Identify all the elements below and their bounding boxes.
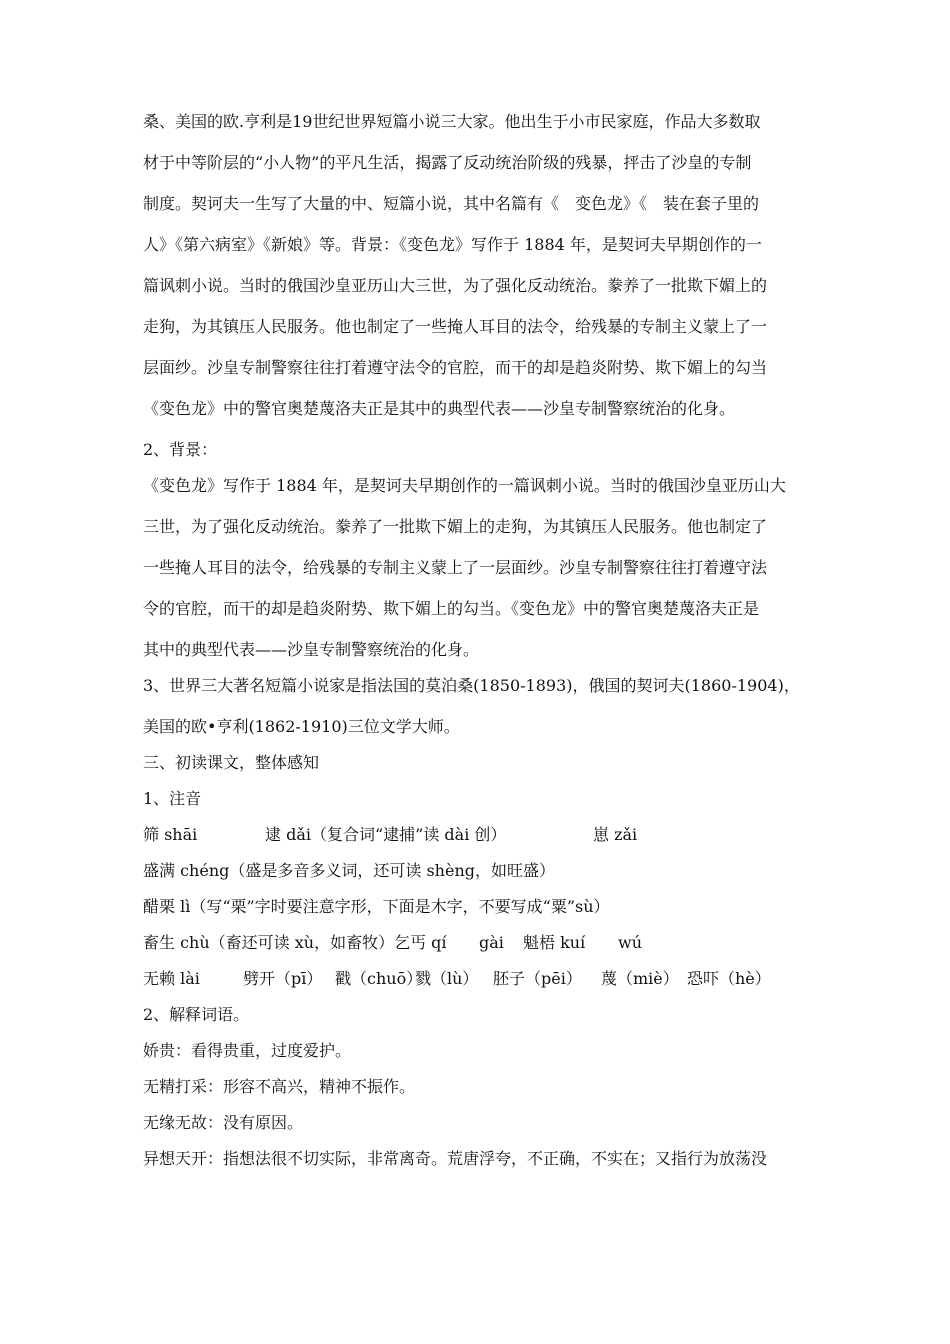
- text-line: 令的官腔，而干的却是趋炎附势、欺下媚上的勾当。《变色龙》中的警官奥楚蔑洛夫正是: [143, 599, 760, 618]
- vocab-line: 无缘无故：没有原因。: [143, 1113, 304, 1132]
- phonetic-entry: 逮 dǎi（复合词“逮捕”读 dài 创）: [265, 825, 507, 844]
- vocab-line: 异想天开：指想法很不切实际，非常离奇。荒唐浮夸，不正确，不实在；又指行为放荡没: [143, 1149, 768, 1168]
- phonetic-heading: 1、注音: [143, 789, 202, 808]
- text-line: 层面纱。沙皇专制警察往往打着遵守法令的官腔，而干的却是趋炎附势、欺下媚上的勾当: [143, 358, 768, 377]
- text-line: 《变色龙》中的警官奥楚蔑洛夫正是其中的典型代表——沙皇专制警察统治的化身。: [143, 399, 736, 418]
- intro-paragraph: [143, 112, 810, 419]
- phonetic-entry: 戳（chuō）: [335, 969, 423, 988]
- phonetic-line: 盛满 chéng（盛是多音多义词，还可读 shèng，如旺盛）: [143, 861, 555, 880]
- phonetic-row: [143, 825, 810, 845]
- text-line: 三世，为了强化反动统治。豢养了一批欺下媚上的走狗，为其镇压人民服务。他也制定了: [143, 517, 768, 536]
- phonetic-entry: 崽 zǎi: [593, 825, 638, 844]
- phonetic-line: 醋栗 lì（写“栗”字时要注意字形，下面是木字，不要写成“粟”sù）: [143, 897, 610, 916]
- background-paragraph: [143, 476, 810, 660]
- reading-section: [143, 753, 810, 1169]
- text-line: 《变色龙》写作于 1884 年，是契诃夫早期创作的一篇讽刺小说。当时的俄国沙皇亚历山大: [143, 476, 786, 495]
- text-line: 制度。契诃夫一生写了大量的中、短篇小说，其中名篇有《 变色龙》《 装在套子里的: [143, 194, 760, 213]
- phonetic-entry: 魁梧 kuí: [523, 933, 586, 952]
- text-line: 篇讽刺小说。当时的俄国沙皇亚历山大三世，为了强化反动统治。豢养了一批欺下媚上的: [143, 276, 768, 295]
- phonetic-row: [143, 933, 810, 953]
- text-line: 3、世界三大著名短篇小说家是指法国的莫泊桑(1850-1893)，俄国的契诃夫(1860-1904)，: [143, 676, 800, 695]
- phonetic-entry: 蔑（miè）: [601, 969, 679, 988]
- phonetic-entry: 筛 shāi: [143, 825, 198, 844]
- phonetic-entry: wú: [618, 933, 642, 952]
- text-line: 桑、美国的欧.亨利是19世纪世界短篇小说三大家。他出生于小市民家庭，作品大多数取: [143, 112, 761, 131]
- phonetic-row: [143, 969, 810, 989]
- text-line: 材于中等阶层的“小人物”的平凡生活，揭露了反动统治阶级的残暴，抨击了沙皇的专制: [143, 153, 752, 172]
- vocab-line: 无精打采：形容不高兴，精神不振作。: [143, 1077, 416, 1096]
- text-line: 一些掩人耳目的法令，给残暴的专制主义蒙上了一层面纱。沙皇专制警察往往打着遵守法: [143, 558, 768, 577]
- phonetic-entry: 胚子（pēi）: [493, 969, 582, 988]
- vocab-heading: 2、解释词语。: [143, 1005, 250, 1024]
- phonetic-entry: 恐吓（hè）: [687, 969, 771, 988]
- text-line: 其中的典型代表——沙皇专制警察统治的化身。: [143, 640, 480, 659]
- phonetic-entry: 戮（lù）: [415, 969, 479, 988]
- background-heading-block: [143, 440, 810, 460]
- phonetic-entry: 无赖 lài: [143, 969, 200, 988]
- section-heading: 三、初读课文，整体感知: [143, 753, 320, 772]
- vocab-line: 娇贵：看得贵重，过度爱护。: [143, 1041, 352, 1060]
- text-line: 人》《第六病室》《新娘》等。背景：《变色龙》写作于 1884 年，是契诃夫早期创作的一: [143, 235, 762, 254]
- phonetic-entry: 劈开（pī）: [243, 969, 323, 988]
- text-line: 走狗，为其镇压人民服务。他也制定了一些掩人耳目的法令，给残暴的专制主义蒙上了一: [143, 317, 768, 336]
- writers-paragraph: [143, 676, 810, 737]
- phonetic-entry: gài: [479, 933, 504, 952]
- text-line: 美国的欧•亨利(1862-1910)三位文学大师。: [143, 717, 460, 736]
- background-heading: 2、背景：: [143, 440, 218, 459]
- phonetic-entry: 畜生 chù（畜还可读 xù，如畜牧）乞丐 qí: [143, 933, 447, 952]
